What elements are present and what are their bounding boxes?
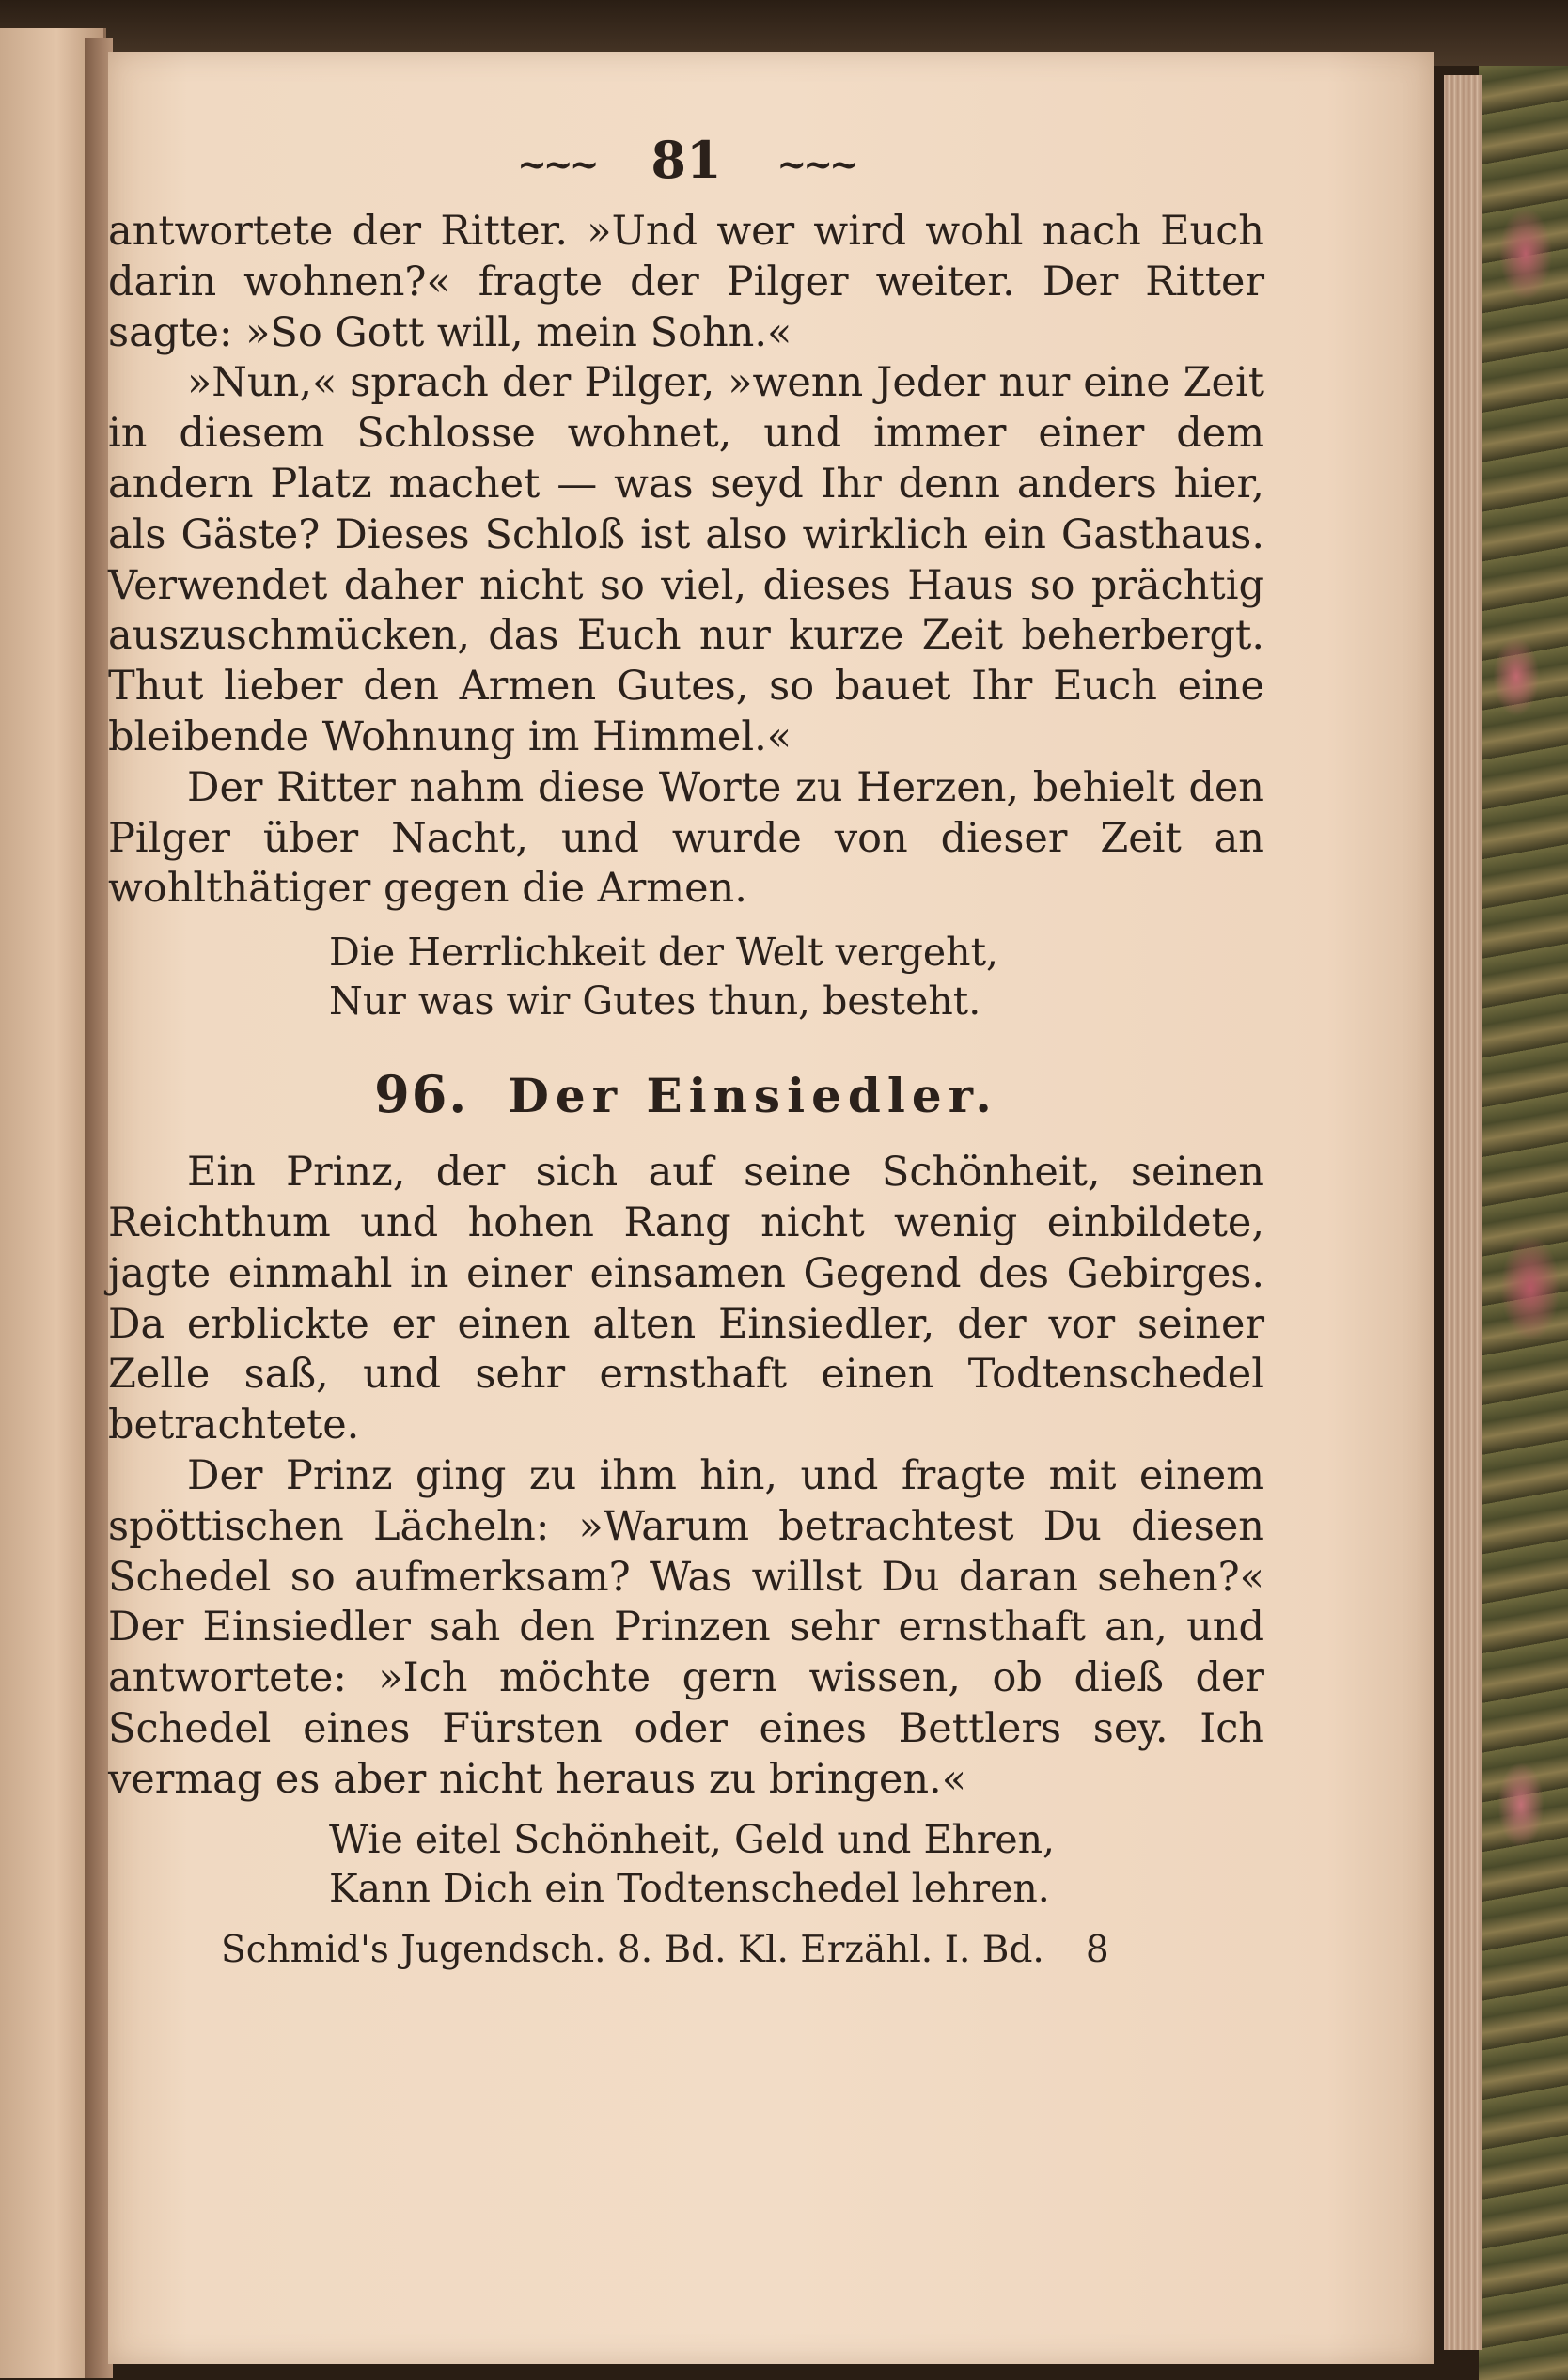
- verse-line: Die Herrlichkeit der Welt vergeht,: [329, 930, 999, 976]
- verse: [108, 928, 1264, 1026]
- paragraph: »Nun,« sprach der Pilger, »wenn Jeder nur eine Zeit in diesem Schlosse wohnet, und immer einer dem andern Platz machet — was seyd Ihr denn anders hier, als Gäste? Dieses Schloß ist also wirklich ein Gasthaus. Verwendet daher nicht so viel, dieses Haus so prächtig auszuschmücken, das Euch nur kurze Zeit beherbergt. Thut lieber den Armen Gutes, so bauet Ihr Euch eine bleibende Wohnung im Himmel.«: [108, 359, 1264, 760]
- page-text: [108, 122, 1264, 1979]
- paragraph: Der Prinz ging zu ihm hin, und fragte mit einem spöttischen Lächeln: »Warum betrachtest Du diesen Schedel so aufmerksam? Was willst Du daran sehen?« Der Einsiedler sah den Prinzen sehr ernsthaft an, und antwortete: »Ich möchte gern wissen, ob dieß der Schedel eines Fürsten oder eines Bettlers sey. Ich vermag es aber nicht heraus zu bringen.«: [108, 1451, 1264, 1803]
- verse: [108, 1815, 1264, 1913]
- signature-text: Schmid's Jugendsch. 8. Bd. Kl. Erzähl. I. Bd.: [221, 1928, 1044, 1971]
- page-number: 81: [651, 130, 722, 190]
- verse-line: Nur was wir Gutes thun, besteht.: [329, 979, 981, 1025]
- paragraph: antwortete der Ritter. »Und wer wird wohl nach Euch darin wohnen?« fragte der Pilger weiter. Der Ritter sagte: »So Gott will, mein Sohn.«: [108, 208, 1264, 356]
- paragraph: Ein Prinz, der sich auf seine Schönheit, seinen Reichthum und hohen Rang nicht wenig einbildete, jagte einmahl in einer einsamen Gegend des Gebirges. Da erblickte er einen alten Einsiedler, der vor seiner Zelle saß, und sehr ernsthaft einen Todtenschedel betrachtete.: [108, 1149, 1264, 1449]
- story-title-text: Der Einsiedler.: [508, 1068, 998, 1124]
- marbled-cover: [1479, 66, 1568, 2380]
- ornament-right: ~~~: [776, 142, 855, 185]
- verse-line: Wie eitel Schönheit, Geld und Ehren,: [329, 1816, 1056, 1862]
- verse-line: Kann Dich ein Todtenschedel lehren.: [329, 1865, 1050, 1911]
- sheet-number: 8: [1085, 1928, 1109, 1971]
- paragraph: Der Ritter nahm diese Worte zu Herzen, behielt den Pilger über Nacht, und wurde von dieser Zeit an wohlthätiger gegen die Armen.: [108, 763, 1264, 913]
- sheet-signature: [108, 1922, 1264, 1979]
- story-title: [108, 1061, 1264, 1129]
- ornament-left: ~~~: [517, 142, 596, 185]
- story-number: 96.: [374, 1064, 469, 1125]
- page-edges: [1444, 75, 1482, 2350]
- page-header: [108, 122, 1264, 207]
